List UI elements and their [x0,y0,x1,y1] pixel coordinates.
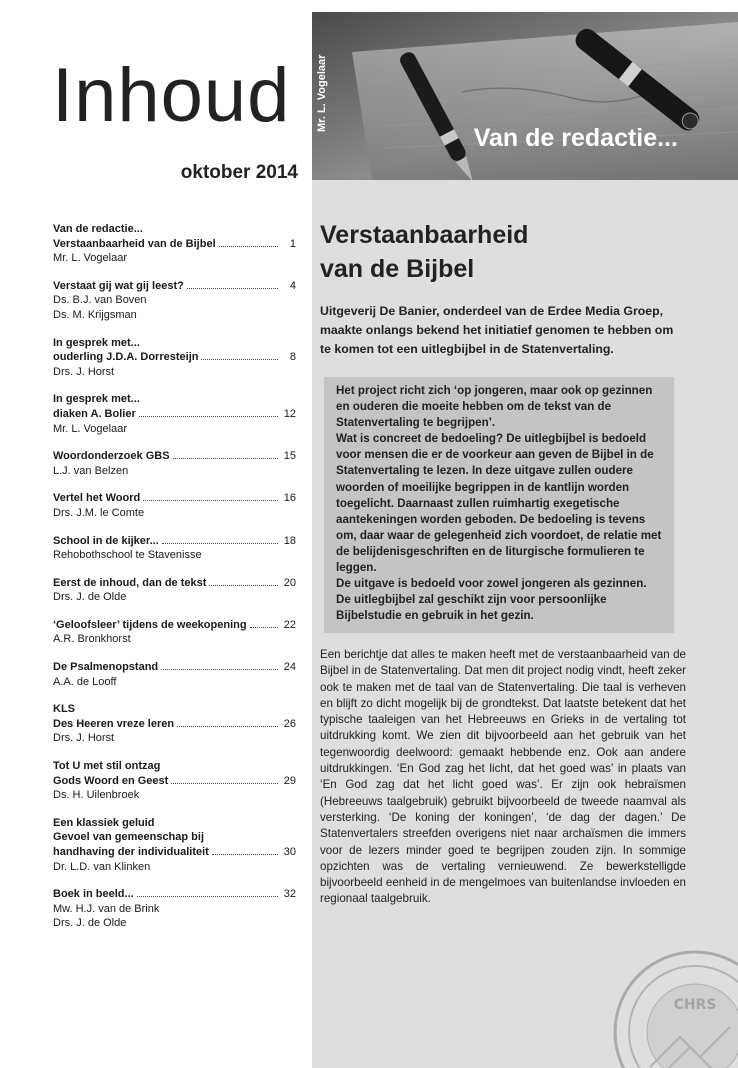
quote-paragraph-3: De uitgave is bedoeld voor zowel jongeren als gezinnen. De uitlegbijbel zal geschikt zijn voor persoonlijke Bijbelstudie en gebruik in het gezin. [336,577,647,623]
dot-leader [137,896,278,897]
toc-author: A.R. Bronkhorst [53,633,131,646]
toc-entry-row [53,237,296,252]
toc-entry[interactable] [53,759,296,803]
toc-entry[interactable] [53,618,296,647]
toc-entry[interactable] [53,816,296,874]
toc-author: Drs. J. de Olde [53,591,127,604]
toc-entry-title: KLS [53,703,75,716]
toc-entry[interactable] [53,660,296,689]
toc-entry-title: Gevoel van gemeenschap bij [53,831,205,844]
toc-entry-row [53,717,296,732]
toc-entry-row [53,618,296,633]
toc-entry-row [53,887,296,902]
toc-entry-title: Woordonderzoek GBS [53,450,170,463]
dot-leader [212,854,278,855]
toc-entry[interactable] [53,449,296,478]
toc-author: Mr. L. Vogelaar [53,422,127,435]
toc-entry-title: School in de kijker... [53,534,159,547]
table-of-contents [53,222,296,944]
dot-leader [139,416,278,417]
headline-line-1: Verstaanbaarheid [320,221,529,249]
toc-entry[interactable] [53,336,296,380]
toc-entry-title: handhaving der individualiteit [53,846,209,858]
toc-entry-row [53,491,296,506]
toc-author: Drs. J. de Olde [53,917,127,930]
toc-entry-title: ouderling J.D.A. Dorresteijn [53,351,199,364]
seal-text: CHRS [673,997,717,1013]
toc-entry-row [53,660,296,675]
toc-author: Drs. J. Horst [53,732,115,745]
toc-author: Mr. L. Vogelaar [53,252,127,265]
headline-line-2: van de Bijbel [320,255,475,283]
toc-page-number: 1 [289,237,296,250]
toc-entry-title: ‘Geloofsleer’ tijdens de weekopening [53,618,247,631]
toc-author: Rehobothschool te Stavenisse [53,549,202,562]
toc-entry-title: Des Heeren vreze leren [53,717,175,730]
toc-page-number: 26 [283,717,296,730]
dot-leader [162,543,278,544]
dot-leader [177,726,278,727]
dot-leader [187,288,278,289]
toc-author: Mw. H.J. van de Brink [53,902,160,915]
dot-leader [209,585,278,586]
dot-leader [219,246,278,247]
toc-page-number: 32 [283,888,296,901]
toc-entry-title: Verstaat gij wat gij leest? [53,279,184,292]
issue-date: oktober 2014 [180,162,298,183]
toc-page-number: 12 [283,407,296,420]
toc-entry-title: Gods Woord en Geest [53,774,169,787]
toc-entry-row [53,279,296,294]
dot-leader [161,669,278,670]
toc-entry[interactable] [53,392,296,436]
toc-entry[interactable] [53,887,296,931]
dot-leader [171,783,278,784]
toc-entry-title: diaken A. Bolier [53,407,136,420]
quote-paragraph-2: Wat is concreet de bedoeling? De uitlegbijbel is bedoeld voor mensen die er de voorkeur aan geven de Bijbel in de Statenvertaling te lezen. In deze uitgave zullen oudere woorden of moeilijke begrippen in de kantlijn worden toegelicht. Daarnaast zullen ruimhartig exegetische aantekeningen worden geboden. De bedoeling is tevens om, daar waar de gelegenheid zich voordoet, de relatie met de belijdenisgeschriften en de liturgische formulieren te leggen. [336,432,662,575]
article-headline [320,218,528,286]
toc-entry-title: In gesprek met... [53,393,140,406]
toc-page-number: 22 [283,618,296,631]
toc-page-number: 8 [289,351,296,364]
toc-page-number: 4 [289,279,296,292]
toc-author: L.J. van Belzen [53,464,129,477]
toc-page-number: 20 [283,576,296,589]
toc-entry-title: In gesprek met... [53,336,140,349]
toc-entry-row [53,576,296,591]
toc-page-number: 15 [283,450,296,463]
toc-entry-row [53,845,296,860]
toc-entry-row [53,350,296,365]
toc-author: Ds. B.J. van Boven [53,294,147,307]
toc-entry-title: De Psalmenopstand [53,661,159,674]
toc-author: Ds. H. Uilenbroek [53,789,140,802]
section-heading: Van de redactie... [473,124,678,152]
pen-photo-illustration [312,12,738,180]
toc-entry-row [53,407,296,422]
toc-entry[interactable] [53,534,296,563]
toc-author: Drs. J.M. le Comte [53,506,145,519]
toc-entry[interactable] [53,491,296,520]
quote-paragraph-1: Het project richt zich ‘op jongeren, maar ook op gezinnen en ouderen die moeite hebben om de tekst van de Statenvertaling te begrijpen’. [336,384,653,430]
quote-box [324,377,674,633]
header-photo [312,12,738,180]
dot-leader [201,359,278,360]
page-title: Inhoud [52,53,291,138]
toc-entry-title: Boek in beeld... [53,888,134,901]
toc-page-number: 29 [283,774,296,787]
article-body: Een berichtje dat alles te maken heeft met de verstaanbaarheid van de Bijbel in de Statenvertaling. Dat men dit project nodig vindt, heeft zeker ook te maken met de taal van de Statenvertaling. Die taal is verheven en blijft zo dicht mogelijk bij de grondtekst. Dat laatste betekent dat het typische taaleigen van het Hebreeuws en Grieks in de vertaling tot uitdrukking komt. We zien dit bijvoorbeeld aan het gebruik van het tegenwoordig deelwoord: gemaakt hebbende enz. Ook aan andere uitdrukkingen. ‘En God zag het licht, dat het goed was’ in plaats van ‘En God zag dat het licht goed was’. Er zijn ook hebraïsmen (Hebreeuws taalgebruik) gebruikt bijvoorbeeld de tweede naamval als versterking. ‘De koning der koningen’, ‘de dag der dagen.’ De Statenvertalers streefden overigens niet naar archaïsmen die immers voor de lezers minder goed te begrijpen zouden zijn. In sommige opzichten was de vertaling vernieuwend. Ze bewerkstelligde bijvoorbeeld eenheid in de mengelmoes van buitenlandse invloeden en regionaal taalgebruik. [320,648,686,906]
toc-entry[interactable] [53,702,296,746]
toc-entry[interactable] [53,222,296,266]
dot-leader [143,500,278,501]
toc-entry[interactable] [53,279,296,323]
toc-entry-title: Van de redactie... [53,223,143,235]
dot-leader [173,458,278,459]
toc-author: Dr. L.D. van Klinken [53,860,151,873]
dot-leader [250,627,278,628]
toc-entry-row [53,774,296,789]
toc-page-number: 24 [283,661,296,674]
toc-author: Ds. M. Krijgsman [53,308,137,321]
toc-entry-row [53,449,296,464]
toc-entry-title: Vertel het Woord [53,492,141,505]
toc-entry-title: Verstaanbaarheid van de Bijbel [53,237,216,250]
toc-entry-row [53,534,296,549]
toc-entry-title: Tot U met stil ontzag [53,760,161,773]
article-intro: Uitgeverij De Banier, onderdeel van de Erdee Media Groep, maakte onlangs bekend het initiatief genomen te hebben om te komen tot een uitlegbijbel in de Statenvertaling. [320,304,674,356]
article-byline: Mr. L. Vogelaar [316,54,328,132]
toc-page-number: 18 [283,534,296,547]
toc-entry-title: Een klassiek geluid [53,816,155,829]
toc-entry[interactable] [53,576,296,605]
article-panel [312,12,738,1068]
toc-page-number: 16 [283,492,296,505]
toc-author: A.A. de Looff [53,675,117,688]
toc-page-number: 30 [283,846,296,858]
chrs-seal-logo [610,947,738,1068]
toc-author: Drs. J. Horst [53,365,115,378]
toc-entry-title: Eerst de inhoud, dan de tekst [53,576,207,589]
